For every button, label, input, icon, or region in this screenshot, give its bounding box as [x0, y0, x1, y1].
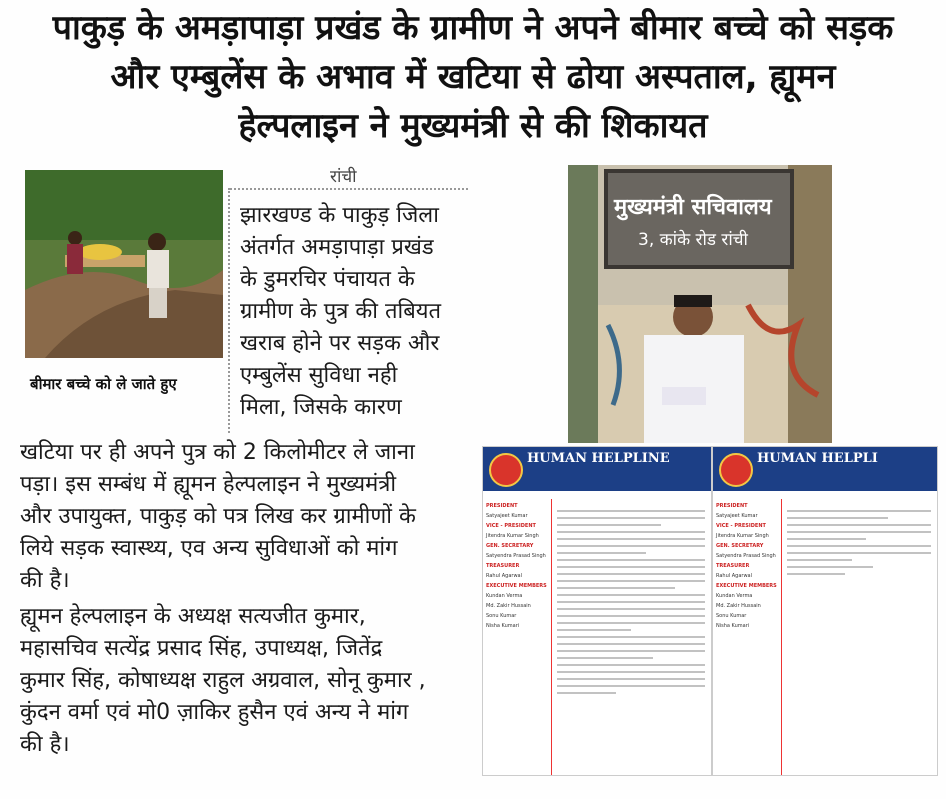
member-name: Nisha Kumari — [716, 623, 750, 629]
role-label: TREASURER — [716, 563, 750, 569]
role-label: GEN. SECRETARY — [486, 543, 534, 549]
headline — [8, 4, 938, 151]
article-line: ग्रामीण के पुत्र की तबियत — [240, 299, 442, 324]
member-name: Jitendra Kumar Singh — [716, 533, 769, 539]
sign-board-line-1: मुख्यमंत्री सचिवालय — [614, 195, 772, 220]
member-name: Satyajeet Kumar — [486, 513, 528, 519]
article-line: कुंदन वर्मा एवं मो0 ज़ाकिर हुसैन एवं अन्य ने मांग — [20, 700, 409, 725]
headline-line-2: और एम्बुलेंस के अभाव में खटिया से ढोया अस्पताल, ह्यूमन — [110, 57, 836, 97]
role-label: PRESIDENT — [716, 503, 748, 509]
helpline-logo-icon — [719, 453, 753, 487]
letter-body-lines — [787, 505, 931, 769]
headline-line-1: पाकुड़ के अमड़ापाड़ा प्रखंड के ग्रामीण ने अपने बीमार बच्चे को सड़क — [52, 8, 894, 48]
article-line: और उपायुक्त, पाकुड़ को पत्र लिख कर ग्रामीणों के — [20, 504, 416, 529]
article-line: की है। — [20, 732, 70, 757]
article-line: खटिया पर ही अपने पुत्र को 2 किलोमीटर ले जाना — [20, 440, 415, 465]
article-line: खराब होने पर सड़क और — [240, 331, 440, 356]
role-label: VICE - PRESIDENT — [716, 523, 766, 529]
member-name: Satyendra Prasad Singh — [716, 553, 776, 559]
role-label: GEN. SECRETARY — [716, 543, 764, 549]
article-line: मिला, जिसके कारण — [240, 395, 402, 420]
letter-sidebar — [713, 499, 782, 775]
member-name: Rahul Agarwal — [486, 573, 523, 579]
vertical-dotted-divider — [228, 188, 230, 433]
member-name: Jitendra Kumar Singh — [486, 533, 539, 539]
letter-header — [713, 447, 937, 491]
article-line: एम्बुलेंस सुविधा नही — [240, 363, 398, 388]
role-label: TREASURER — [486, 563, 520, 569]
member-name: Md. Zakir Hussain — [486, 603, 531, 609]
article-line: पड़ा। इस सम्बंध में ह्यूमन हेल्पलाइन ने मुख्यमंत्री — [20, 472, 397, 497]
sign-board-line-2: 3, कांके रोड रांची — [638, 230, 748, 250]
member-name: Sonu Kumar — [486, 613, 517, 619]
secretariat-photo — [568, 165, 832, 443]
cot-photo — [25, 170, 223, 358]
article-line: के डुमरचिर पंचायत के — [240, 267, 415, 292]
dateline: रांची — [330, 167, 357, 187]
role-label: PRESIDENT — [486, 503, 518, 509]
member-name: Nisha Kumari — [486, 623, 520, 629]
role-label: VICE - PRESIDENT — [486, 523, 536, 529]
member-name: Sonu Kumar — [716, 613, 747, 619]
article-line: महासचिव सत्येंद्र प्रसाद सिंह, उपाध्यक्ष, जितेंद्र — [20, 636, 383, 661]
complaint-letter-2 — [712, 446, 938, 776]
role-label: EXECUTIVE MEMBERS — [716, 583, 777, 589]
member-name: Satyajeet Kumar — [716, 513, 758, 519]
member-name: Satyendra Prasad Singh — [486, 553, 546, 559]
letter-header — [483, 447, 711, 491]
article-line: अंतर्गत अमड़ापाड़ा प्रखंड — [240, 235, 434, 260]
role-label: EXECUTIVE MEMBERS — [486, 583, 547, 589]
member-name: Kundan Verma — [716, 593, 753, 599]
complaint-letter-1 — [482, 446, 712, 776]
letter-body-lines — [557, 505, 705, 769]
article-line: की है। — [20, 568, 70, 593]
member-name: Md. Zakir Hussain — [716, 603, 761, 609]
headline-line-3: हेल्पलाइन ने मुख्यमंत्री से की शिकायत — [238, 106, 708, 146]
letter-sidebar — [483, 499, 552, 775]
cot-photo-illustration — [25, 170, 223, 358]
helpline-logo-icon — [489, 453, 523, 487]
article-line: ह्यूमन हेल्पलाइन के अध्यक्ष सत्यजीत कुमार, — [20, 604, 366, 629]
dotted-divider — [230, 188, 468, 190]
article-column — [240, 200, 468, 424]
article-body — [20, 437, 468, 761]
article-line: झारखण्ड के पाकुड़ जिला — [240, 203, 439, 228]
member-name: Kundan Verma — [486, 593, 523, 599]
letter-org-name: HUMAN HELPLI — [757, 451, 878, 466]
article-line: कुमार सिंह, कोषाध्यक्ष राहुल अग्रवाल, सोनू कुमार , — [20, 668, 426, 693]
photo-caption: बीमार बच्चे को ले जाते हुए — [30, 375, 177, 393]
letter-org-name: HUMAN HELPLINE — [527, 451, 670, 466]
member-name: Rahul Agarwal — [716, 573, 753, 579]
article-line: लिये सड़क स्वास्थ्य, एव अन्य सुविधाओं को मांग — [20, 536, 398, 561]
